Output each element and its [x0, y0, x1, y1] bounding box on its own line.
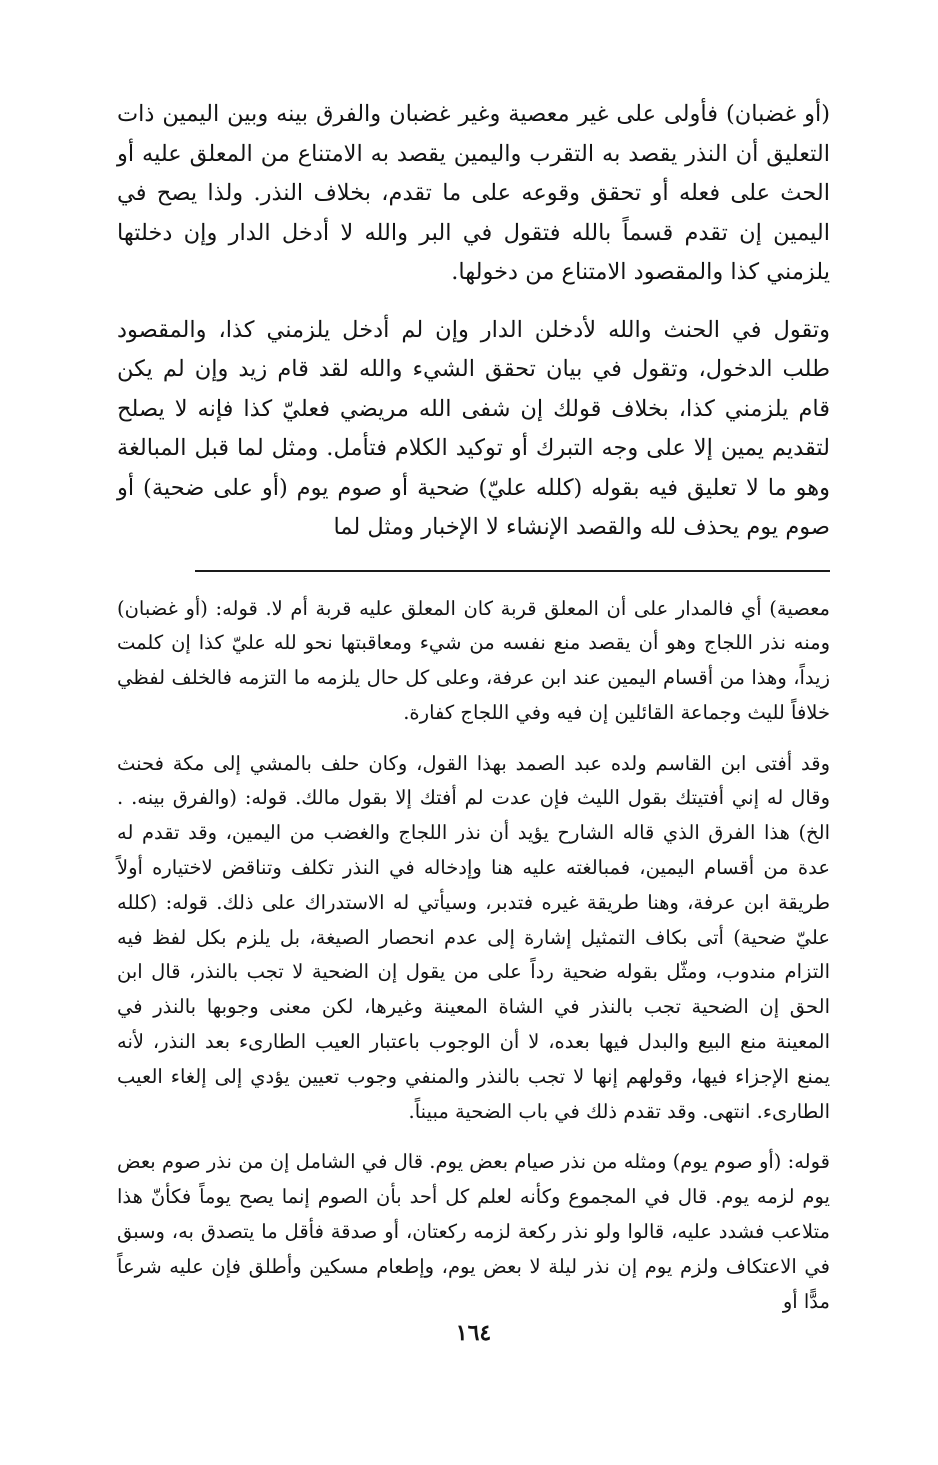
main-text	[117, 95, 830, 548]
book-page	[117, 95, 830, 1455]
footnote-separator	[195, 570, 830, 572]
main-paragraph-1: (أو غضبان) فأولى على غير معصية وغير غضبان والفرق بينه وبين اليمين ذات التعليق أن النذر يقصد به التقرب واليمين يقصد به الامتناع من المعلق عليه أو الحث على فعله أو تحقق وقوعه على ما تقدم، بخلاف النذر. ولذا يصح في اليمين إن تقدم قسماً بالله فتقول في البر والله لا أدخل الدار وإن دخلتها يلزمني كذا والمقصود الامتناع من دخولها.	[117, 101, 830, 285]
footnote-paragraph-2: وقد أفتى ابن القاسم ولده عبد الصمد بهذا القول، وكان حلف بالمشي إلى مكة فحنث وقال له إني أفتيتك بقول الليث فإن عدت لم أفتك إلا بقول مالك. قوله: (والفرق بينه. . الخ) هذا الفرق الذي قاله الشارح يؤيد أن نذر اللجاج والغضب من اليمين، وقد تقدم له عدة من أقسام اليمين، فمبالغته عليه هنا وإدخاله في النذر تكلف وتناقض لاختياره أولاً طريقة ابن عرفة، وهنا طريقة غيره فتدبر، وسيأتي له الاستدراك على ذلك. قوله: (كلله عليّ ضحية) أتى بكاف التمثيل إشارة إلى عدم انحصار الصيغة، بل يلزم بكل لفظ فيه التزام مندوب، ومثّل بقوله ضحية رداً على من يقول إن الضحية لا تجب بالنذر، قال ابن الحق إن الضحية تجب بالنذر في الشاة المعينة وغيرها، لكن معنى وجوبها بالنذر في المعينة منع البيع والبدل فيها بعده، لا أن الوجوب باعتبار العيب الطارىء بعد النذر، لأنه يمنع الإجزاء فيها، وقولهم إنها لا تجب بالنذر والمنفي وجوب تعيين يؤدي إلى إلغاء العيب الطارىء. انتهى. وقد تقدم ذلك في باب الضحية مبيناً.	[117, 751, 830, 1123]
footnotes	[117, 592, 830, 1320]
main-paragraph-2: وتقول في الحنث والله لأدخلن الدار وإن لم أدخل يلزمني كذا، والمقصود طلب الدخول، وتقول في بيان تحقق الشيء والله لقد قام زيد وإن لم يكن قام يلزمني كذا، بخلاف قولك إن شفى الله مريضي فعليّ كذا فإنه لا يصلح لتقديم يمين إلا على وجه التبرك أو توكيد الكلام فتأمل. ومثل لما قبل المبالغة وهو ما لا تعليق فيه بقوله (كلله عليّ) ضحية أو صوم يوم (أو على ضحية) أو صوم يوم يحذف لله والقصد الإنشاء لا الإخبار ومثل لما	[117, 316, 830, 540]
page-number: ١٦٤	[455, 1320, 492, 1346]
footnote-paragraph-1: معصية) أي فالمدار على أن المعلق قربة كان المعلق عليه قربة أم لا. قوله: (أو غضبان) ومنه نذر اللجاج وهو أن يقصد منع نفسه من شيء ومعاقبتها نحو لله عليّ كذا إن كلمت زيداً، وهذا من أقسام اليمين عند ابن عرفة، وعلى كل حال يلزمه ما التزمه فالخلف لفظي خلافاً لليث وجماعة القائلين إن فيه وفي اللجاج كفارة.	[117, 596, 830, 724]
footnote-paragraph-3: قوله: (أو صوم يوم) ومثله من نذر صيام بعض يوم. قال في الشامل إن من نذر صوم بعض يوم لزمه يوم. قال في المجموع وكأنه لعلم كل أحد بأن الصوم إنما يصح يوماً فكأنّ هذا متلاعب فشدد عليه، قالوا ولو نذر ركعة لزمه ركعتان، أو صدقة فأقل ما يتصدق به، وسبق في الاعتكاف ولزم يوم إن نذر ليلة لا بعض يوم، وإطعام مسكين وأطلق فإن عليه شرعاً مدًّا أو	[117, 1150, 830, 1313]
